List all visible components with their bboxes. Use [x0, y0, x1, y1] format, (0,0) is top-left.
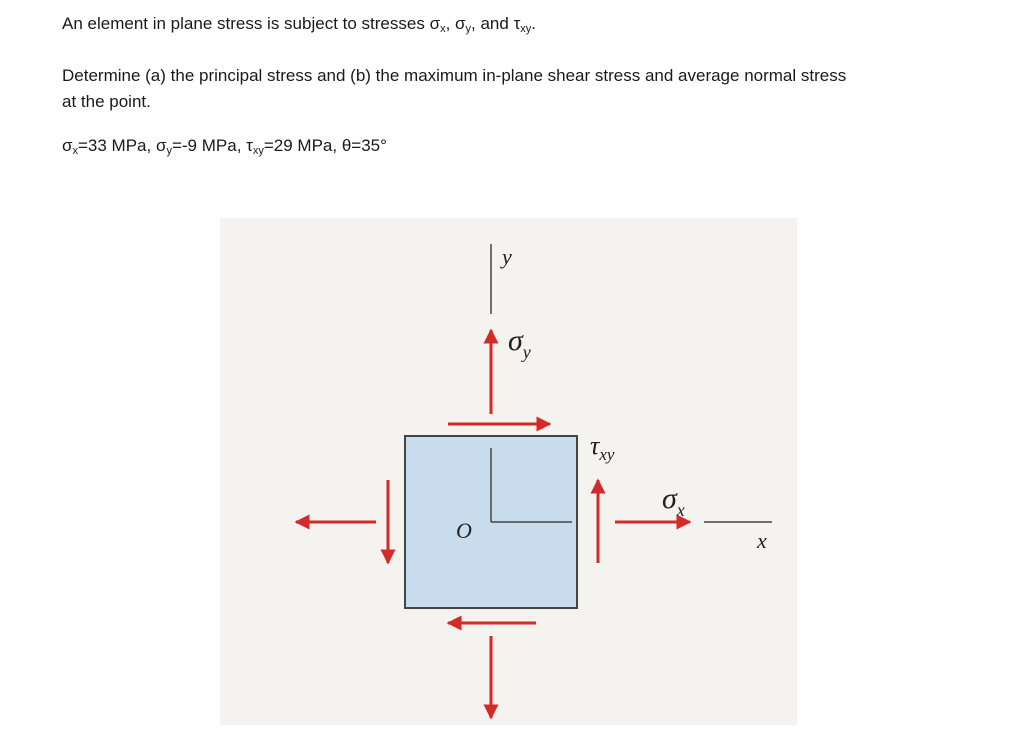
sigma-x-subscript: x — [72, 145, 78, 157]
tau-xy-subscript: xy — [252, 145, 264, 157]
y-axis-label: y — [502, 244, 512, 269]
problem-intro — [62, 12, 536, 41]
sigma-x-subscript: x — [440, 23, 446, 35]
tau-xy-symbol: τ — [246, 136, 253, 155]
tau-xy-value: =29 MPa, — [263, 136, 342, 155]
x-axis-label: x — [757, 528, 767, 553]
intro-text: An element in plane stress is subject to stresses — [62, 14, 430, 33]
tau-xy-subscript: xy — [520, 23, 532, 35]
separator: , — [445, 14, 456, 33]
stress-element-figure — [220, 218, 797, 725]
theta-value: θ=35° — [341, 136, 387, 155]
origin-label: O — [456, 518, 472, 543]
sigma-y-subscript: y — [465, 23, 472, 35]
sigma-y-symbol: σ — [455, 14, 466, 33]
sigma-y-label: $\sigma_y$ — [508, 324, 531, 362]
period: . — [531, 14, 537, 33]
tau-xy-label: $\tau_{xy}$ — [590, 431, 615, 464]
sigma-x-label: $\sigma_x$ — [662, 482, 685, 520]
stress-element-diagram — [220, 218, 797, 725]
sigma-x-value: =33 MPa, — [78, 136, 156, 155]
task-line-1: Determine (a) the principal stress and (b) the maximum in-plane shear stress and average normal stress — [62, 66, 847, 85]
sigma-y-value: =-9 MPa, — [171, 136, 247, 155]
sigma-x-symbol: σ — [429, 14, 441, 33]
tau-xy-symbol: τ — [513, 14, 521, 33]
given-values — [62, 134, 387, 163]
task-line-2: at the point. — [62, 92, 151, 111]
sigma-x-symbol: σ — [62, 136, 73, 155]
separator: , and — [471, 14, 514, 33]
sigma-y-subscript: y — [166, 145, 172, 157]
sigma-y-symbol: σ — [155, 136, 167, 155]
